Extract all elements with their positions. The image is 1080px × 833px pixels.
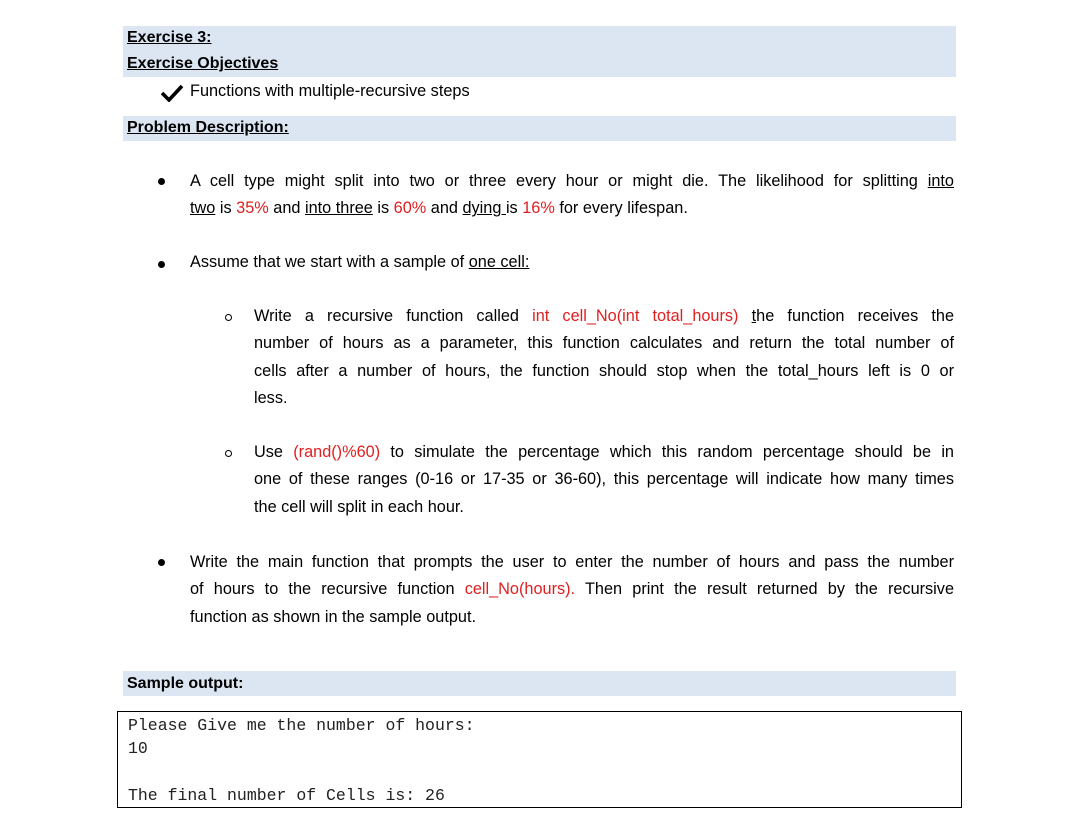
- output-line-prompt: Please Give me the number of hours:: [128, 716, 475, 735]
- paragraph-line: A cell type might split into two or three every hour or might die. The likelihood for splitting into: [190, 172, 954, 190]
- paragraph-line: the cell will split in each hour.: [254, 497, 464, 516]
- bullet-dot: [158, 559, 165, 566]
- checkmark-icon: [161, 84, 183, 102]
- paragraph-rand: [254, 439, 954, 521]
- paragraph-main-function: [190, 549, 954, 631]
- paragraph-assumption: Assume that we start with a sample of one cell:: [190, 253, 530, 271]
- paragraph-line: Use (rand()%60) to simulate the percentage which this random percentage should be in: [254, 443, 954, 461]
- paragraph-line: Write a recursive function called int cell_No(int total_hours) the function receives the: [254, 307, 955, 325]
- sample-heading: Sample output:: [127, 675, 244, 692]
- problem-heading: Problem Description:: [127, 119, 289, 136]
- sub-bullet-circle: [225, 314, 232, 321]
- output-line-input: 10: [128, 739, 148, 758]
- paragraph-line: of hours to the recursive function cell_No(hours). Then print the result returned by the recursive: [190, 580, 954, 599]
- output-line-result: The final number of Cells is: 26: [128, 786, 445, 805]
- sample-output-box: [117, 711, 962, 808]
- paragraph-line: number of hours as a parameter, this function calculates and return the total number of: [254, 334, 954, 353]
- sub-bullet-circle: [225, 450, 232, 457]
- paragraph-line: cells after a number of hours, the function should stop when the total_hours left is 0 or: [254, 361, 954, 380]
- paragraph-line: function as shown in the sample output.: [190, 607, 477, 626]
- paragraph-line: less.: [254, 388, 288, 407]
- sample-band: [123, 671, 956, 696]
- paragraph-line: Write the main function that prompts the user to enter the number of hours and pass the number: [190, 553, 954, 571]
- paragraph-line: two is 35% and into three is 60% and dying is 16% for every lifespan.: [190, 199, 688, 218]
- paragraph-recursive-function: [254, 303, 954, 412]
- objective-item: Functions with multiple-recursive steps: [190, 82, 470, 100]
- bullet-dot: [158, 178, 165, 185]
- paragraph-likelihood: [190, 168, 954, 223]
- bullet-dot: [158, 261, 165, 268]
- exercise-title: Exercise 3:: [127, 29, 212, 46]
- objectives-heading: Exercise Objectives: [127, 55, 279, 72]
- paragraph-line: one of these ranges (0-16 or 17-35 or 36-60), this percentage will indicate how many times: [254, 470, 954, 489]
